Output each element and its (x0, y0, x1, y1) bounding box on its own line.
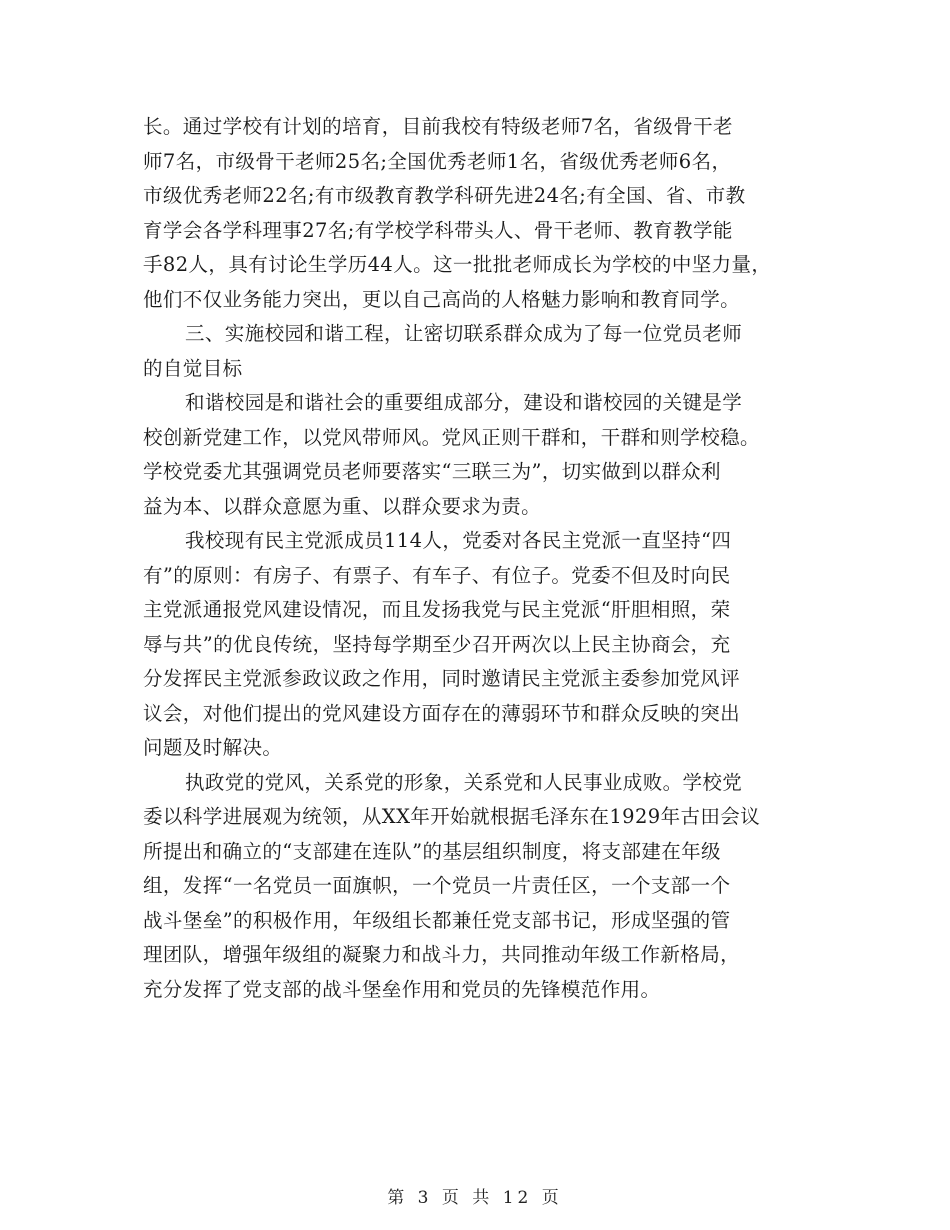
text-line: 三、实施校园和谐工程，让密切联系群众成为了每一位党员老师 (185, 322, 743, 345)
paragraph (143, 317, 843, 386)
text-line: 组，发挥“一名党员一面旗帜，一个党员一片责任区，一个支部一个 (143, 874, 731, 897)
text-line: 战斗堡垒”的积极作用，年级组长都兼任党支部书记，形成坚强的管 (143, 908, 731, 932)
text-line: 委以科学进展观为统领，从XX年开始就根据毛泽东在1929年古田会议 (143, 805, 761, 828)
paragraph (143, 524, 843, 766)
text-line: 育学会各学科理事27名;有学校学科带头人、骨干老师、教育教学能 (143, 218, 733, 242)
text-line: 执政党的党风，关系党的形象，关系党和人民事业成败。学校党 (185, 770, 743, 794)
text-line: 议会，对他们提出的党风建设方面存在的薄弱环节和群众反映的突出 (143, 701, 741, 725)
text-line: 辱与共”的优良传统，坚持每学期至少召开两次以上民主协商会，充 (143, 632, 731, 656)
paragraph (143, 110, 843, 317)
text-line: 和谐校园是和谐社会的重要组成部分，建设和谐校园的关键是学 (185, 391, 743, 414)
paragraph (143, 386, 843, 524)
text-line: 问题及时解决。 (143, 736, 283, 759)
text-line: 充分发挥了党支部的战斗堡垒作用和党员的先锋模范作用。 (143, 977, 661, 1001)
text-line: 校创新党建工作，以党风带师风。党风正则干群和，干群和则学校稳。 (143, 425, 760, 449)
text-line: 有”的原则：有房子、有票子、有车子、有位子。党委不但及时向民 (143, 563, 731, 587)
text-line: 分发挥民主党派参政议政之作用，同时邀请民主党派主委参加党风评 (143, 667, 741, 690)
paragraph (143, 766, 843, 1008)
text-line: 的自觉目标 (143, 356, 243, 380)
text-line: 长。通过学校有计划的培育，目前我校有特级老师7名，省级骨干老 (143, 115, 733, 138)
text-line: 理团队，增强年级组的凝聚力和战斗力，共同推动年级工作新格局， (143, 943, 741, 966)
text-line: 他们不仅业务能力突出，更以自己高尚的人格魅力影响和教育同学。 (143, 287, 741, 311)
text-line: 我校现有民主党派成员114人，党委对各民主党派一直坚持“四 (185, 529, 732, 552)
document-body (143, 110, 843, 1007)
text-line: 益为本、以群众意愿为重、以群众要求为责。 (143, 494, 542, 518)
page-footer: 第 3 页 共 12 页 (387, 1188, 563, 1208)
text-line: 手82人，具有讨论生学历44人。这一批批老师成长为学校的中坚力量， (143, 253, 772, 276)
text-line: 学校党委尤其强调党员老师要落实“三联三为”，切实做到以群众利 (143, 460, 721, 483)
text-line: 师7名，市级骨干老师25名;全国优秀老师1名，省级优秀老师6名， (143, 149, 732, 173)
text-line: 主党派通报党风建设情况，而且发扬我党与民主党派“肝胆相照，荣 (143, 598, 731, 621)
text-line: 市级优秀老师22名;有市级教育教学科研先进24名;有全国、省、市教 (143, 184, 746, 207)
text-line: 所提出和确立的“支部建在连队”的基层组织制度，将支部建在年级 (143, 839, 721, 863)
